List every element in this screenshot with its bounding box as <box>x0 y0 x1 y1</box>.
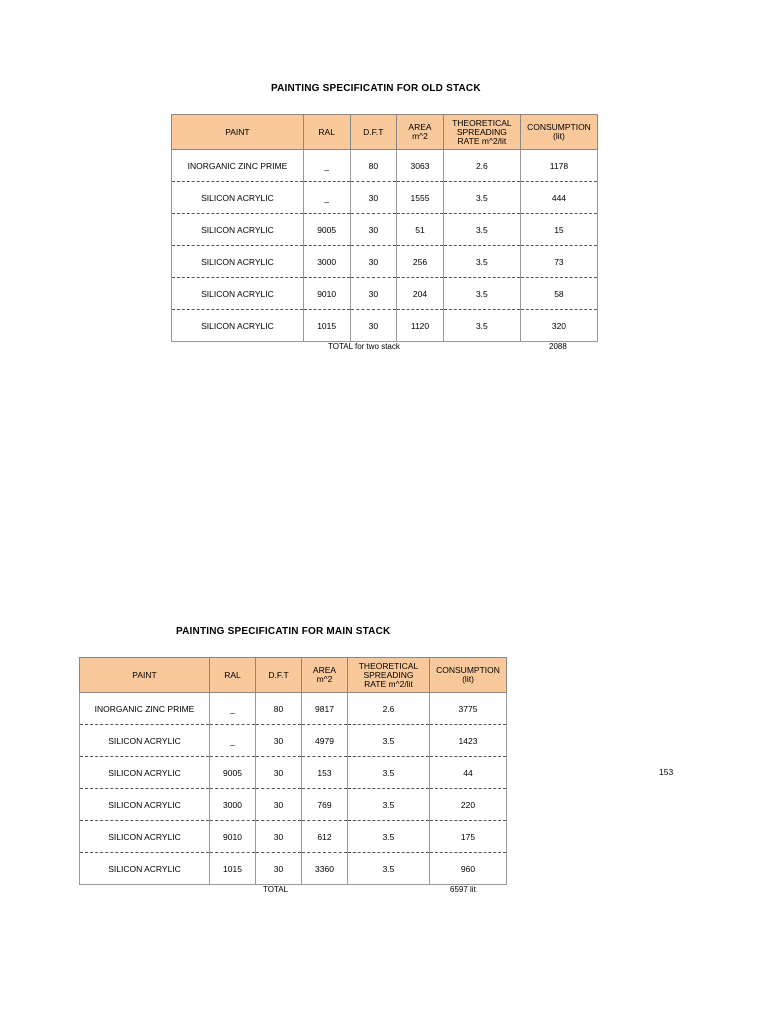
cell-paint: INORGANIC ZINC PRIME <box>80 693 210 725</box>
cell-ral: 9005 <box>303 214 350 246</box>
cell-spreading-rate: 3.5 <box>443 310 520 342</box>
header-consumption: CONSUMPTION (lit) <box>430 658 507 693</box>
cell-consumption: 175 <box>430 821 507 853</box>
cell-dft: 80 <box>256 693 302 725</box>
table-row <box>172 310 598 342</box>
cell-dft: 30 <box>256 853 302 885</box>
header-spreading-rate: THEORETICAL SPREADING RATE m^2/lit <box>443 115 520 150</box>
cell-spreading-rate: 3.5 <box>348 853 430 885</box>
cell-spreading-rate: 3.5 <box>443 214 520 246</box>
cell-paint: SILICON ACRYLIC <box>172 182 304 214</box>
cell-consumption: 73 <box>520 246 597 278</box>
cell-paint: SILICON ACRYLIC <box>80 821 210 853</box>
table-row <box>172 150 598 182</box>
old-stack-title: PAINTING SPECIFICATIN FOR OLD STACK <box>271 83 481 94</box>
cell-consumption: 1423 <box>430 725 507 757</box>
cell-area: 51 <box>397 214 444 246</box>
main-stack-table <box>79 657 507 885</box>
table-row <box>172 214 598 246</box>
table-row <box>80 725 507 757</box>
cell-consumption: 15 <box>520 214 597 246</box>
cell-paint: SILICON ACRYLIC <box>80 757 210 789</box>
cell-dft: 30 <box>350 278 397 310</box>
cell-paint: SILICON ACRYLIC <box>172 278 304 310</box>
cell-spreading-rate: 3.5 <box>443 246 520 278</box>
cell-consumption: 444 <box>520 182 597 214</box>
cell-area: 769 <box>302 789 348 821</box>
cell-ral: 9005 <box>210 757 256 789</box>
cell-ral: 1015 <box>303 310 350 342</box>
cell-area: 4979 <box>302 725 348 757</box>
cell-ral: _ <box>303 182 350 214</box>
cell-dft: 30 <box>350 310 397 342</box>
cell-ral: 1015 <box>210 853 256 885</box>
cell-consumption: 220 <box>430 789 507 821</box>
cell-consumption: 58 <box>520 278 597 310</box>
cell-ral: _ <box>303 150 350 182</box>
cell-area: 204 <box>397 278 444 310</box>
cell-dft: 30 <box>256 725 302 757</box>
cell-area: 256 <box>397 246 444 278</box>
cell-ral: _ <box>210 725 256 757</box>
cell-paint: SILICON ACRYLIC <box>172 310 304 342</box>
cell-area: 1555 <box>397 182 444 214</box>
cell-ral: 9010 <box>210 821 256 853</box>
old-stack-total-label: TOTAL for two stack <box>328 342 400 351</box>
cell-dft: 30 <box>350 214 397 246</box>
table-row <box>80 757 507 789</box>
cell-spreading-rate: 3.5 <box>348 789 430 821</box>
cell-dft: 80 <box>350 150 397 182</box>
cell-spreading-rate: 2.6 <box>348 693 430 725</box>
cell-area: 9817 <box>302 693 348 725</box>
header-ral: RAL <box>303 115 350 150</box>
header-ral: RAL <box>210 658 256 693</box>
main-stack-total-value: 6597 lit <box>450 885 476 894</box>
table-row <box>80 789 507 821</box>
old-stack-table <box>171 114 598 342</box>
header-paint: PAINT <box>172 115 304 150</box>
cell-area: 3063 <box>397 150 444 182</box>
header-area: AREA m^2 <box>397 115 444 150</box>
cell-dft: 30 <box>256 757 302 789</box>
header-paint: PAINT <box>80 658 210 693</box>
cell-consumption: 320 <box>520 310 597 342</box>
cell-spreading-rate: 3.5 <box>348 821 430 853</box>
main-stack-total-label: TOTAL <box>263 885 289 894</box>
cell-paint: SILICON ACRYLIC <box>172 246 304 278</box>
cell-spreading-rate: 2.6 <box>443 150 520 182</box>
table-row <box>172 182 598 214</box>
cell-dft: 30 <box>256 821 302 853</box>
cell-area: 1120 <box>397 310 444 342</box>
cell-paint: SILICON ACRYLIC <box>80 725 210 757</box>
table-row <box>80 853 507 885</box>
cell-dft: 30 <box>256 789 302 821</box>
main-stack-title: PAINTING SPECIFICATIN FOR MAIN STACK <box>176 626 391 637</box>
cell-paint: INORGANIC ZINC PRIME <box>172 150 304 182</box>
header-dft: D.F.T <box>350 115 397 150</box>
header-spreading-rate: THEORETICAL SPREADING RATE m^2/lit <box>348 658 430 693</box>
cell-area: 153 <box>302 757 348 789</box>
cell-paint: SILICON ACRYLIC <box>172 214 304 246</box>
cell-paint: SILICON ACRYLIC <box>80 853 210 885</box>
cell-consumption: 960 <box>430 853 507 885</box>
table-row <box>172 278 598 310</box>
cell-ral: 3000 <box>210 789 256 821</box>
table-row <box>80 821 507 853</box>
cell-ral: 9010 <box>303 278 350 310</box>
cell-ral: 3000 <box>303 246 350 278</box>
table-header-row <box>80 658 507 693</box>
cell-area: 612 <box>302 821 348 853</box>
cell-consumption: 44 <box>430 757 507 789</box>
cell-consumption: 3775 <box>430 693 507 725</box>
cell-dft: 30 <box>350 182 397 214</box>
header-area: AREA m^2 <box>302 658 348 693</box>
cell-spreading-rate: 3.5 <box>443 278 520 310</box>
stray-value: 153 <box>659 767 674 777</box>
table-row <box>172 246 598 278</box>
header-dft: D.F.T <box>256 658 302 693</box>
table-row <box>80 693 507 725</box>
header-consumption: CONSUMPTION (lit) <box>520 115 597 150</box>
cell-spreading-rate: 3.5 <box>348 725 430 757</box>
cell-spreading-rate: 3.5 <box>443 182 520 214</box>
cell-dft: 30 <box>350 246 397 278</box>
table-header-row <box>172 115 598 150</box>
cell-paint: SILICON ACRYLIC <box>80 789 210 821</box>
cell-consumption: 1178 <box>520 150 597 182</box>
cell-spreading-rate: 3.5 <box>348 757 430 789</box>
cell-ral: _ <box>210 693 256 725</box>
cell-area: 3360 <box>302 853 348 885</box>
old-stack-total-value: 2088 <box>549 342 567 351</box>
